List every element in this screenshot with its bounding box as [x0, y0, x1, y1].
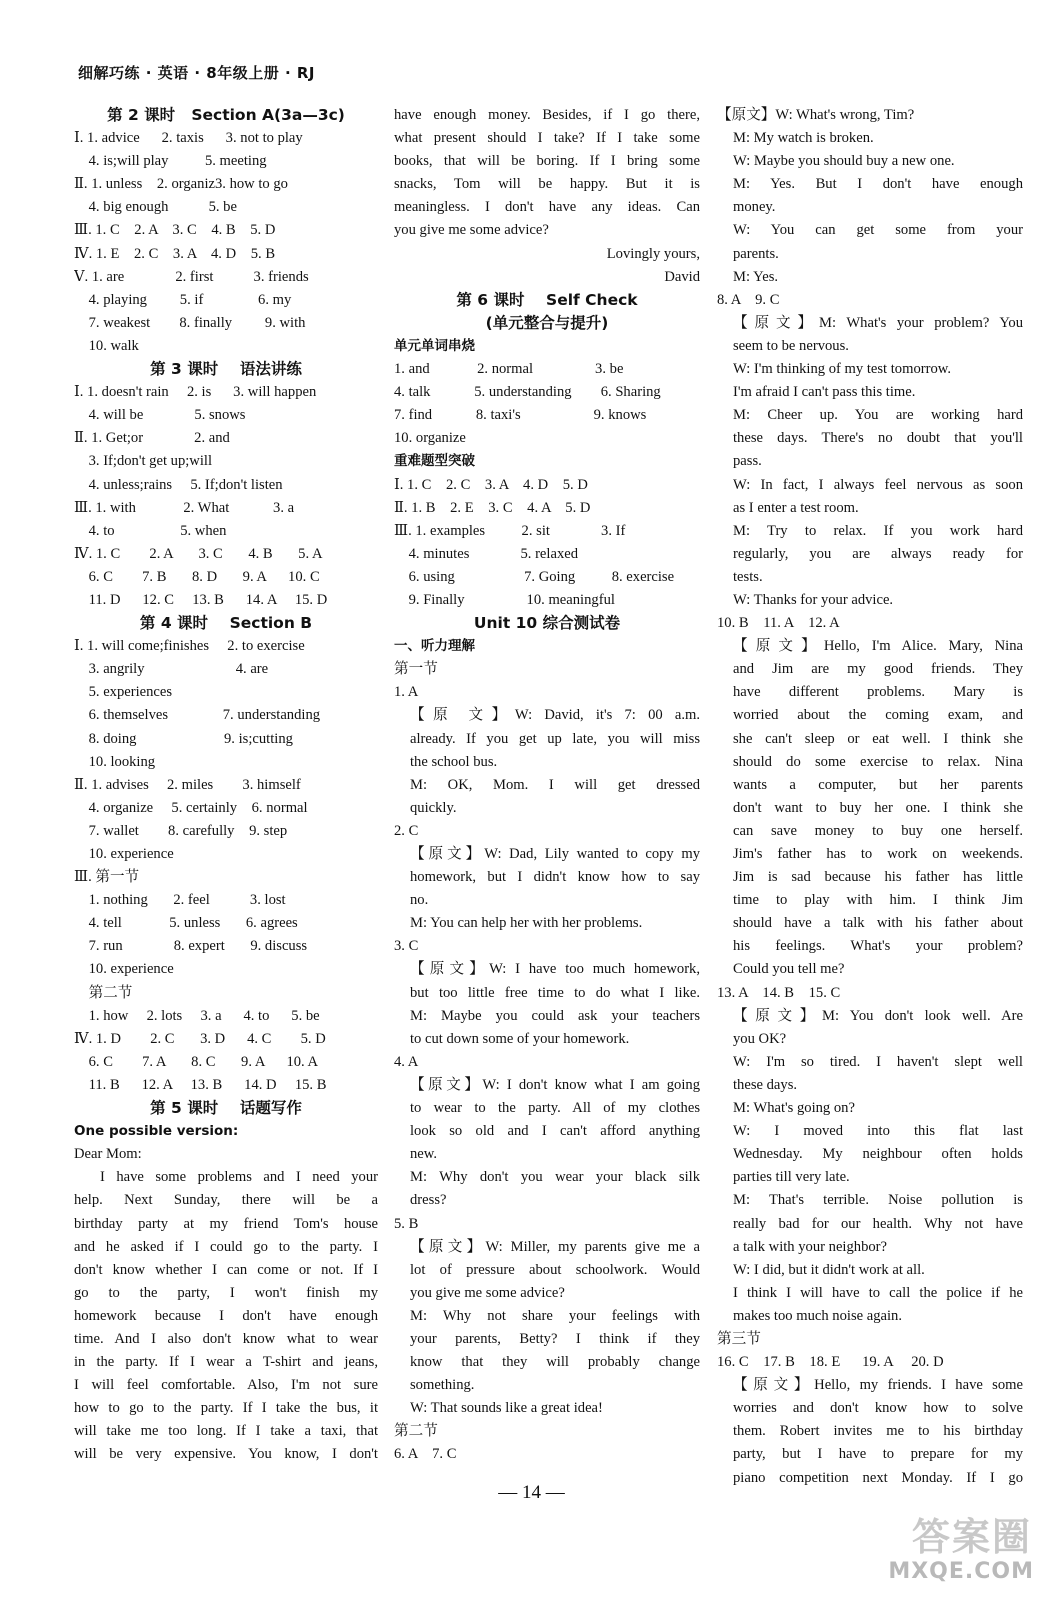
text-line: Jim's father has to work on weekends. — [733, 846, 1023, 862]
text-line: I'm afraid I can't pass this time. — [733, 384, 916, 401]
section-heading: 第 2 课时 Section A(3a—3c) — [107, 106, 345, 124]
text-line: M: Yes. — [733, 268, 779, 285]
text-line: books, that will be boring. If I bring some — [394, 153, 700, 170]
text-line: something. — [410, 1377, 475, 1394]
text-line: these days. There's no doubt that you'll — [733, 430, 1023, 447]
text-line: Ⅲ. 第一节 — [74, 869, 140, 886]
text-line: how to go to the party. If I take the bus, it — [74, 1400, 378, 1417]
text-line: should do some exercise to relax. Nina — [733, 753, 1023, 770]
text-line: his feelings. What's your problem? — [733, 938, 1023, 955]
text-line: pass. — [733, 453, 762, 470]
text-line: Ⅰ. 1. will come;finishes 2. to exercise — [74, 638, 305, 655]
text-line: don't want to buy her one. I think she — [733, 799, 1023, 816]
text-line: 10. B 11. A 12. A — [717, 615, 840, 632]
text-line: really bad for our health. Why not have — [733, 1215, 1023, 1232]
text-line: regularly, you are always ready for — [733, 545, 1023, 562]
text-line: 6. A 7. C — [394, 1446, 457, 1463]
section-heading: 第 6 课时 Self Check — [456, 290, 638, 309]
text-line: M: Why not share your feelings with — [410, 1307, 700, 1324]
text-line: W: I did, but it didn't work at all. — [733, 1261, 925, 1278]
text-line: Lovingly yours, — [606, 245, 700, 262]
text-line: 4. tell 5. unless 6. agrees — [74, 915, 298, 932]
text-line: know that they will probably change — [410, 1354, 700, 1371]
text-line: 7. find 8. taxi's 9. knows — [394, 407, 647, 424]
text-line: 4. organize 5. certainly 6. normal — [74, 799, 308, 816]
text-line: 7. wallet 8. carefully 9. step — [74, 822, 288, 839]
text-line: W: I moved into this flat last — [733, 1123, 1023, 1140]
text-line: 10. looking — [74, 753, 156, 770]
text-line: Ⅲ. 1. examples 2. sit 3. If — [394, 522, 626, 539]
text-line: M: Try to relax. If you work hard — [733, 522, 1023, 539]
text-line: W: I'm thinking of my test tomorrow. — [733, 361, 951, 378]
section-heading: 第 4 课时 Section B — [139, 614, 313, 633]
text-line: don't know whether I can come or not. If I — [74, 1261, 378, 1278]
subheading: 重难题型突破 — [394, 453, 475, 470]
text-line: piano competition next Monday. If I go — [733, 1469, 1023, 1486]
text-line: 7. weakest 8. finally 9. with — [74, 314, 306, 331]
text-line: 10. walk — [74, 337, 139, 354]
text-line: these days. — [733, 1076, 798, 1093]
text-line: in the party. If I wear a T-shirt and jeans, — [74, 1354, 378, 1371]
text-line: M: My watch is broken. — [733, 130, 874, 147]
text-line: wants a computer, but her parents — [733, 776, 1023, 793]
text-line: 第一节 — [394, 661, 438, 678]
text-line: can save money to buy one herself. — [733, 822, 1023, 839]
text-line: Ⅰ. 1. C 2. C 3. A 4. D 5. D — [394, 476, 588, 493]
text-line: already. If you get up late, you will miss — [410, 730, 700, 747]
watermark — [838, 1506, 1038, 1588]
subheading: 单元单词串烧 — [394, 337, 475, 354]
text-line: 1. A — [394, 684, 419, 701]
text-line: 4. to 5. when — [74, 522, 227, 539]
text-line: dress? — [410, 1192, 447, 1209]
text-line: M: You can help her with her problems. — [410, 915, 643, 932]
text-line: Ⅲ. 1. with 2. What 3. a — [74, 499, 295, 516]
section-heading: (单元整合与提升) — [485, 313, 609, 332]
text-line: 【原文】W: Dad, Lily wanted to copy my — [410, 846, 700, 862]
text-line: I will feel comfortable. Also, I'm not sure — [74, 1377, 378, 1394]
text-line: 3. C — [394, 938, 419, 955]
text-line: 1. and 2. normal 3. be — [394, 361, 624, 378]
text-line: you OK? — [733, 1030, 787, 1047]
text-line: but too little free time to do what I like. — [410, 984, 700, 1001]
text-line: 6. C 7. A 8. C 9. A 10. A — [74, 1053, 319, 1070]
text-line: 第二节 — [74, 984, 133, 1001]
text-line: time. And I also don't know what to wear — [74, 1330, 378, 1347]
text-line: M: OK, Mom. I will get dressed — [410, 776, 700, 793]
text-line: 【原文】W: Miller, my parents give me a — [410, 1238, 700, 1255]
text-line: you give me some advice? — [394, 222, 549, 239]
text-line: 4. is;will play 5. meeting — [74, 153, 267, 170]
text-line: Dear Mom: — [74, 1146, 142, 1163]
text-line: 4. A — [394, 1053, 419, 1070]
section-heading: 第 3 课时 语法讲练 — [150, 360, 302, 379]
text-line: lot of pressure about schoolwork. Would — [410, 1261, 700, 1278]
text-line: seem to be nervous. — [733, 337, 849, 354]
text-line: 4. will be 5. snows — [74, 407, 246, 424]
text-line: 16. C 17. B 18. E 19. A 20. D — [717, 1354, 944, 1371]
text-line: 2. C — [394, 822, 419, 839]
section-heading: 第 5 课时 话题写作 — [150, 1099, 302, 1118]
text-line: 5. experiences — [74, 684, 173, 701]
text-line: 【原文】W: What's wrong, Tim? — [717, 107, 915, 123]
text-line: W: In fact, I always feel nervous as soon — [733, 476, 1023, 493]
text-line: 6. themselves 7. understanding — [74, 707, 321, 724]
column-left — [74, 104, 378, 1467]
text-line: 第二节 — [394, 1423, 438, 1440]
text-line: 1. nothing 2. feel 3. lost — [74, 892, 286, 909]
text-line: Ⅳ. 1. C 2. A 3. C 4. B 5. A — [74, 545, 323, 562]
text-line: W: You can get some from your — [733, 222, 1023, 239]
text-line: Ⅱ. 1. advises 2. miles 3. himself — [74, 776, 301, 793]
column-right — [717, 104, 1023, 1490]
page-number: — 14 — — [498, 1482, 565, 1503]
text-line: M: Yes. But I don't have enough — [733, 176, 1023, 193]
text-line: 4. playing 5. if 6. my — [74, 291, 292, 308]
text-line: Ⅳ. 1. E 2. C 3. A 4. D 5. B — [74, 245, 276, 262]
text-line: Ⅰ. 1. advice 2. taxis 3. not to play — [74, 130, 303, 147]
text-line: M: Maybe you could ask your teachers — [410, 1007, 700, 1024]
text-line: 【原文】Hello, my friends. I have some — [733, 1377, 1023, 1394]
text-line: no. — [410, 892, 429, 909]
text-line: 【原文】M: You don't look well. Are — [733, 1007, 1023, 1024]
text-line: snacks, Tom will be happy. But it is — [394, 176, 700, 193]
text-line: to cut down some of your homework. — [410, 1030, 630, 1047]
text-line: Ⅴ. 1. are 2. first 3. friends — [74, 268, 309, 285]
text-line: money. — [733, 199, 776, 216]
text-line: M: What's going on? — [733, 1100, 855, 1117]
text-line: a talk with your neighbor? — [733, 1238, 888, 1255]
text-line: new. — [410, 1146, 438, 1163]
text-line: look so old and I can't afford anything — [410, 1123, 700, 1140]
text-line: 5. B — [394, 1215, 419, 1232]
text-line: 11. B 12. A 13. B 14. D 15. B — [74, 1076, 327, 1093]
text-line: Ⅱ. 1. B 2. E 3. C 4. A 5. D — [394, 499, 591, 516]
text-line: 4. unless;rains 5. If;don't listen — [74, 476, 283, 493]
watermark-logo: 答案圈 — [911, 1515, 1032, 1559]
text-line: you give me some advice? — [410, 1284, 565, 1301]
text-line: W: Thanks for your advice. — [733, 591, 894, 608]
text-line: W: I'm so tired. I haven't slept well — [733, 1053, 1023, 1070]
text-line: will take me too long. If I take a taxi, that — [74, 1423, 378, 1440]
text-line: 9. Finally 10. meaningful — [394, 591, 615, 608]
text-line: W: That sounds like a great idea! — [410, 1400, 603, 1417]
text-line: worried about the coming exam, and — [733, 707, 1023, 724]
subheading: 一、听力理解 — [394, 638, 475, 655]
text-line: 第三节 — [717, 1330, 761, 1347]
text-line: go to the party, I won't finish my — [74, 1284, 378, 1301]
text-line: 4. talk 5. understanding 6. Sharing — [394, 384, 661, 401]
text-line: have different problems. Mary is — [733, 684, 1023, 701]
text-line: Ⅲ. 1. C 2. A 3. C 4. B 5. D — [74, 222, 276, 239]
text-line: homework, but I didn't know how to say — [410, 869, 700, 886]
text-line: 3. If;don't get up;will — [74, 453, 213, 470]
text-line: 10. organize — [394, 430, 466, 447]
text-line: Ⅱ. 1. Get;or 2. and — [74, 430, 230, 447]
text-line: Ⅰ. 1. doesn't rain 2. is 3. will happen — [74, 384, 317, 401]
text-line: Could you tell me? — [733, 961, 845, 978]
text-line: 3. angrily 4. are — [74, 661, 269, 678]
text-line: birthday party at my friend Tom's house — [74, 1215, 378, 1232]
text-line: homework because I don't have enough — [74, 1307, 378, 1324]
section-heading: Unit 10 综合测试卷 — [473, 614, 621, 633]
text-line: to wear to the party. All of my clothes — [410, 1100, 700, 1117]
text-line: and he asked if I could go to the party. I — [74, 1238, 378, 1255]
text-line: 7. run 8. expert 9. discuss — [74, 938, 308, 955]
text-line: quickly. — [410, 799, 457, 816]
running-header: 细解巧练 · 英语 · 8年级上册 · RJ — [78, 64, 315, 82]
text-line: W: Maybe you should buy a new one. — [733, 153, 955, 170]
text-line: them. Robert invites me to his birthday — [733, 1423, 1023, 1440]
text-line: 10. experience — [74, 961, 174, 978]
text-line: I think I will have to call the police if he — [733, 1284, 1023, 1301]
text-line: M: Why don't you wear your black silk — [410, 1169, 700, 1186]
text-line: 8. A 9. C — [717, 291, 780, 308]
column-middle — [394, 104, 700, 1467]
text-line: M: Cheer up. You are working hard — [733, 407, 1023, 424]
text-line: time to play with him. I think Jim — [733, 892, 1023, 909]
text-line: Ⅱ. 1. unless 2. organiz3. how to go — [74, 176, 288, 193]
text-line: the school bus. — [410, 753, 498, 770]
text-line: makes too much noise again. — [733, 1307, 903, 1324]
text-line: 4. big enough 5. be — [74, 199, 237, 216]
text-line: she can't sleep or eat well. I think she — [733, 730, 1023, 747]
text-line: tests. — [733, 568, 763, 585]
text-line: your parents, Betty? I think if they — [410, 1330, 700, 1347]
text-line: 【原文】W: I have too much homework, — [410, 961, 700, 978]
text-line: 6. C 7. B 8. D 9. A 10. C — [74, 568, 320, 585]
text-line: parents. — [733, 245, 779, 262]
subheading: One possible version: — [74, 1123, 239, 1140]
text-line: 【原文】M: What's your problem? You — [733, 314, 1023, 331]
text-line: Wednesday. My neighbour often holds — [733, 1146, 1023, 1163]
text-line: will be very expensive. You know, I don't — [74, 1446, 378, 1463]
text-line: 11. D 12. C 13. B 14. A 15. D — [74, 591, 328, 608]
text-line: David — [664, 268, 700, 285]
text-line: 6. using 7. Going 8. exercise — [394, 568, 675, 585]
text-line: 【原文】Hello, I'm Alice. Mary, Nina — [733, 638, 1023, 655]
watermark-text: MXQE.COM — [888, 1559, 1034, 1584]
text-line: 1. how 2. lots 3. a 4. to 5. be — [74, 1007, 320, 1024]
text-line: help. Next Sunday, there will be a — [74, 1192, 378, 1209]
text-line: and Jim are my good friends. They — [733, 661, 1023, 678]
text-line: as I enter a test room. — [733, 499, 859, 516]
text-line: what present should I take? If I take some — [394, 130, 700, 147]
text-line: worries and don't know how to solve — [733, 1400, 1023, 1417]
text-line: 10. experience — [74, 846, 174, 862]
text-line: 4. minutes 5. relaxed — [394, 545, 579, 562]
text-line: 【原 文】W: David, it's 7: 00 a.m. — [410, 707, 700, 724]
text-line: 【原文】W: I don't know what I am going — [410, 1076, 700, 1093]
text-line: M: That's terrible. Noise pollution is — [733, 1192, 1023, 1209]
text-line: party, but I have to prepare for my — [733, 1446, 1023, 1463]
text-line: parties till very late. — [733, 1169, 850, 1186]
text-line: 8. doing 9. is;cutting — [74, 730, 293, 747]
text-line: Ⅳ. 1. D 2. C 3. D 4. C 5. D — [74, 1030, 326, 1047]
text-line: 13. A 14. B 15. C — [717, 984, 841, 1001]
text-line: I have some problems and I need your — [100, 1169, 378, 1186]
text-line: meaningless. I don't have any ideas. Can — [394, 199, 700, 216]
text-line: have enough money. Besides, if I go there, — [394, 107, 700, 123]
text-line: Jim is sad because his father has little — [733, 869, 1023, 886]
text-line: should have a talk with his father about — [733, 915, 1023, 932]
